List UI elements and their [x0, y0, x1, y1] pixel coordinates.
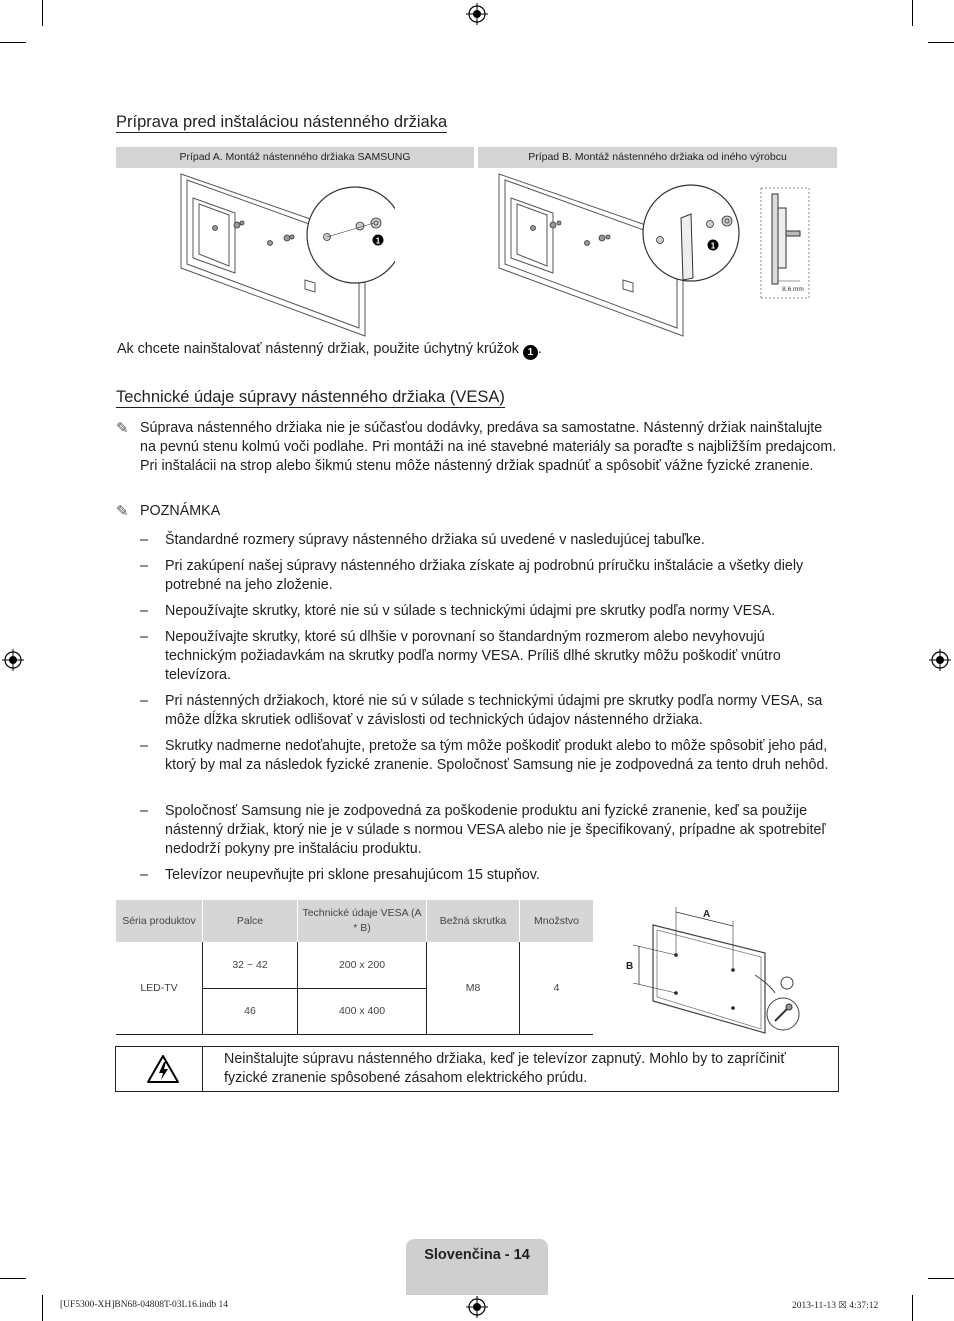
svg-text:1: 1 — [710, 241, 716, 251]
list-item: – Nepoužívajte skrutky, ktoré nie sú v súlade s technickými údajmi pre skrutky podľa normy VESA. — [140, 603, 776, 619]
table-cell-screw: M8 — [427, 942, 520, 1034]
note-heading: POZNÁMKA — [140, 503, 221, 519]
case-a-header: Prípad A. Montáž nástenného držiaka SAMSUNG — [116, 147, 474, 168]
registration-mark-icon — [466, 1296, 488, 1318]
crop-mark — [928, 1278, 954, 1279]
warning-box — [115, 1046, 839, 1092]
crop-mark — [928, 42, 954, 43]
crop-mark — [0, 1278, 26, 1279]
print-timestamp: 2013-11-13 ☒ 4:37:12 — [792, 1301, 879, 1311]
table-cell: 32 ~ 42 — [203, 942, 298, 988]
registration-mark-icon — [2, 649, 24, 671]
note-heading-block — [116, 502, 840, 521]
note-block — [116, 419, 840, 476]
electric-shock-warning-icon — [146, 1054, 180, 1084]
section-title-preparation: Príprava pred inštaláciou nástenného držiaka — [116, 113, 448, 131]
warning-text: Neinštalujte súpravu nástenného držiaka, keď je televízor zapnutý. Mohlo by to zapríčiniť fyzické zranenie spôsobené zásahom elektrického prúdu. — [224, 1051, 786, 1086]
list-item: – Televízor neupevňujte pri sklone presahujúcom 15 stupňov. — [140, 867, 540, 883]
crop-mark — [912, 1295, 913, 1321]
crop-mark — [912, 0, 913, 26]
svg-text:A: A — [703, 909, 711, 920]
vesa-dimension-diagram — [615, 903, 815, 1038]
table-header: Palce — [203, 900, 298, 942]
crop-mark — [42, 0, 43, 26]
list-item: – Spoločnosť Samsung nie je zodpovedná za poškodenie produktu ani fyzické zranenie, keď sa použije nástenný držiak, ktorý nie je v súlade s normou VESA alebo nie je špecifikovaný, prípadne ak spotrebiteľ nedodrží pokyny pre inštaláciu produktu. — [140, 803, 826, 857]
list-item: – Nepoužívajte skrutky, ktoré sú dlhšie v porovnaní so štandardným rozmerom alebo nevyhovujú technickým požiadavkám na skrutky podľa normy VESA. Príliš dlhé skrutky môžu poškodiť vnútro televízora. — [140, 629, 781, 683]
table-header: Bežná skrutka — [427, 900, 520, 942]
instruction-text: Ak chcete nainštalovať nástenný držiak, použite úchytný krúžok 1 . — [117, 341, 542, 358]
crop-mark — [0, 42, 26, 43]
screw-length-detail — [761, 188, 809, 298]
table-cell: 46 — [203, 988, 298, 1034]
table-cell-series: LED-TV — [116, 942, 203, 1034]
list-item: – Pri nástenných držiakoch, ktoré nie sú v súlade s technickými údajmi pre skrutky podľa normy VESA, sa môže dĺžka skrutiek odlišovať v závislosti od technických údajov nástenného držiaka. — [140, 693, 823, 728]
case-a-illustration — [175, 168, 395, 338]
list-item: – Štandardné rozmery súpravy nástenného držiaka sú uvedené v nasledujúcej tabuľke. — [140, 532, 705, 548]
table-cell-qty: 4 — [520, 942, 594, 1034]
note-pencil-icon: ✎ — [116, 420, 129, 437]
crop-mark — [42, 1295, 43, 1321]
vesa-spec-table — [116, 900, 593, 1035]
warning-divider — [202, 1047, 203, 1091]
callout-1-icon: 1 — [523, 345, 538, 360]
page-number-tab: Slovenčina - 14 — [406, 1239, 548, 1295]
registration-mark-icon — [466, 3, 488, 25]
file-name: [UF5300-XH]BN68-04808T-03L16.indb 14 — [60, 1300, 229, 1310]
section-title-vesa: Technické údaje súpravy nástenného držiaka (VESA) — [116, 388, 505, 406]
svg-text:1: 1 — [375, 236, 381, 246]
table-cell: 200 x 200 — [298, 942, 427, 988]
list-item: – Pri zakúpení našej súpravy nástenného držiaka získate aj podrobnú príručku inštalácie a všetky diely potrebné na jeho zloženie. — [140, 558, 804, 593]
table-header: Množstvo — [520, 900, 594, 942]
note-pencil-icon: ✎ — [116, 503, 129, 520]
table-header: Séria produktov — [116, 900, 203, 942]
case-b-header: Prípad B. Montáž nástenného držiaka od iného výrobcu — [478, 147, 837, 168]
table-cell: 400 x 400 — [298, 988, 427, 1034]
list-item: – Skrutky nadmerne nedoťahujte, pretože sa tým môže poškodiť produkt alebo to môže spôsobiť jeho pád, ktorý by mal za následok fyzické zranenie. Spoločnosť Samsung nie je zodpovedná za tento druh nehôd. — [140, 738, 829, 773]
table-header: Technické údaje VESA (A * B) — [298, 900, 427, 942]
note-text: Súprava nástenného držiaka nie je súčasťou dodávky, predáva sa samostatne. Nástenný držiak nainštalujte na pevnú stenu kolmú voči podlahe. Pri montáži na iné stavebné materiály sa poraďte s najbližším predajcom. Pri inštalácii na strop alebo šikmú stenu môže nástenný držiak spadnúť a spôsobiť vážne fyzické zranenie. — [140, 420, 837, 474]
case-b-illustration — [495, 168, 815, 338]
svg-text:B: B — [626, 961, 634, 972]
svg-text:8.6 mm: 8.6 mm — [782, 286, 804, 293]
registration-mark-icon — [929, 649, 951, 671]
